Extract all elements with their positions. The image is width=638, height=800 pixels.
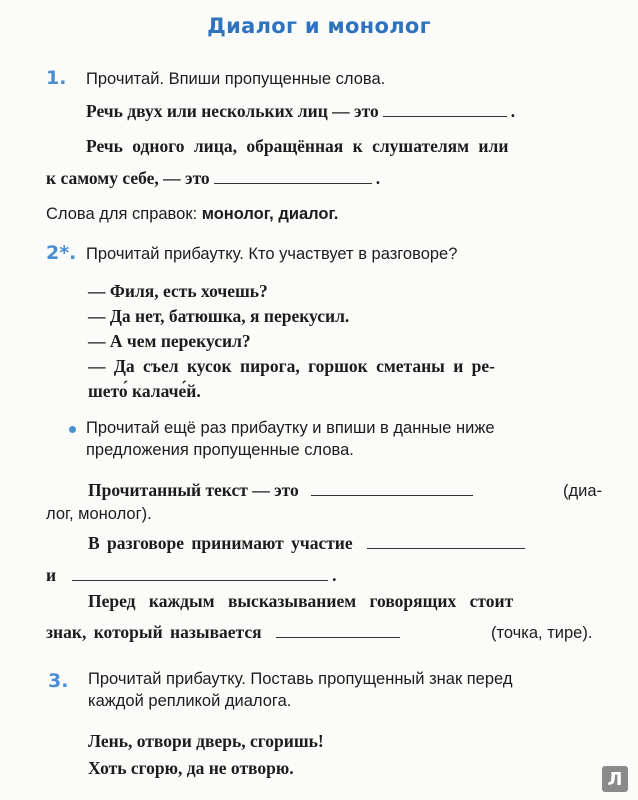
task-1-instruction: Прочитай. Впиши пропущенные слова. bbox=[86, 70, 386, 88]
question-1-options-end: лог, монолог). bbox=[46, 505, 152, 523]
verse-line-1: Лень, отвори дверь, сгоришь! bbox=[88, 731, 324, 751]
question-2-text: В разговоре принимают участие bbox=[88, 533, 353, 553]
task-2-number: 2*. bbox=[46, 242, 77, 264]
task-3-instruction-1: Прочитай прибаутку. Поставь пропущенный знак перед bbox=[88, 670, 513, 688]
question-3-options: (точка, тире). bbox=[491, 624, 593, 642]
task-1-line-3-text: к самому себе, — это bbox=[46, 168, 210, 188]
question-1-line-1 bbox=[88, 480, 477, 501]
hint-words: монолог, диалог. bbox=[201, 205, 339, 223]
answer-blank-1[interactable] bbox=[383, 102, 507, 117]
answer-blank-3[interactable] bbox=[311, 481, 473, 496]
question-1-options-start: (диа- bbox=[563, 482, 603, 500]
task-1-hint bbox=[46, 205, 338, 224]
question-3-text-1: Перед каждым высказыванием говорящих стоит bbox=[88, 591, 514, 611]
question-2-line-2: и . bbox=[46, 565, 337, 585]
dialog-line-5: шето́ калаче́й. bbox=[88, 381, 201, 401]
answer-blank-5[interactable] bbox=[72, 566, 328, 581]
task-1-line-1: Речь двух или нескольких лиц — это . bbox=[86, 101, 516, 121]
page-title: Диалог и монолог bbox=[207, 14, 431, 38]
dialog-line-3: — А чем перекусил? bbox=[88, 331, 251, 351]
question-3-text-2: знак, который называется bbox=[46, 622, 262, 642]
task-3-instruction-2: каждой репликой диалога. bbox=[88, 692, 292, 710]
task-1-number: 1. bbox=[46, 67, 67, 89]
question-1-text: Прочитанный текст — это bbox=[88, 480, 299, 500]
question-3-line-2 bbox=[46, 622, 404, 643]
task-1-line-2-text: Речь одного лица, обращённая к слушателям или bbox=[86, 136, 509, 156]
dialog-line-1: — Филя, есть хочешь? bbox=[88, 281, 268, 301]
answer-blank-2[interactable] bbox=[214, 169, 372, 184]
task-1-line-2 bbox=[86, 136, 608, 157]
answer-blank-4[interactable] bbox=[367, 534, 525, 549]
dialog-line-4: — Да съел кусок пирога, горшок сметаны и ре- bbox=[88, 356, 495, 376]
question-2-line-1 bbox=[88, 533, 529, 554]
task-2-instruction: Прочитай прибаутку. Кто участвует в разговоре? bbox=[86, 245, 458, 263]
question-3-line-1 bbox=[88, 591, 608, 612]
question-2-and: и bbox=[46, 565, 57, 585]
dialog-line-2: — Да нет, батюшка, я перекусил. bbox=[88, 306, 350, 326]
bullet-icon bbox=[69, 426, 76, 433]
verse-line-2: Хоть сгорю, да не отворю. bbox=[88, 758, 294, 778]
task-1-line-3: к самому себе, — это . bbox=[46, 168, 381, 188]
sub-instruction-line-2: предложения пропущенные слова. bbox=[86, 441, 354, 459]
task-3-number: 3. bbox=[48, 670, 69, 692]
sub-instruction-line-1: Прочитай ещё раз прибаутку и впиши в данные ниже bbox=[86, 419, 495, 437]
publisher-logo-icon: Л bbox=[602, 766, 628, 792]
answer-blank-6[interactable] bbox=[276, 623, 400, 638]
hint-label: Слова для справок: bbox=[46, 205, 198, 223]
task-1-line-1-text: Речь двух или нескольких лиц — это bbox=[86, 101, 379, 121]
